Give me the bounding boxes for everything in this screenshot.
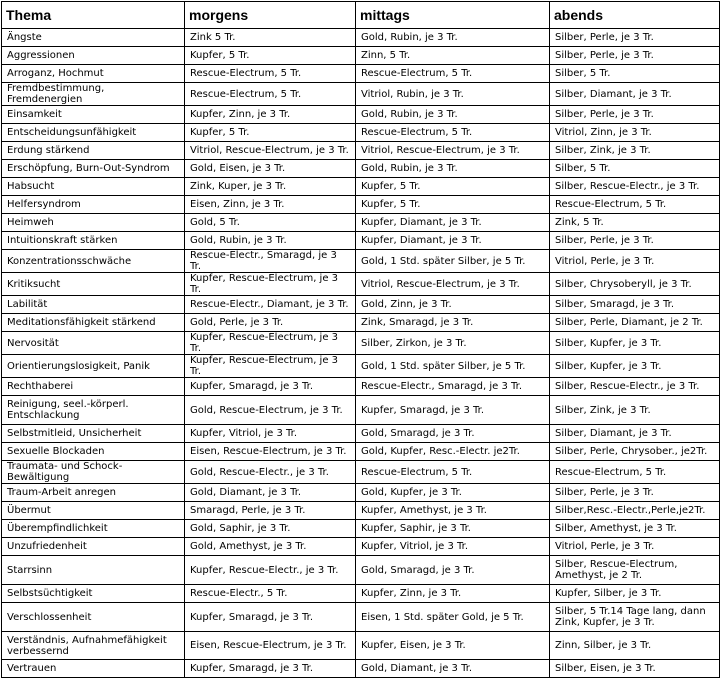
cell-abends: Zink, 5 Tr. — [550, 214, 720, 232]
cell-thema: Erdung stärkend — [2, 142, 185, 160]
cell-thema: Labilität — [2, 296, 185, 314]
cell-abends: Silber, Perle, je 3 Tr. — [550, 29, 720, 47]
cell-thema: Arroganz, Hochmut — [2, 65, 185, 83]
cell-abends: Vitriol, Perle, je 3 Tr. — [550, 250, 720, 273]
cell-morgens: Rescue-Electr., 5 Tr. — [185, 585, 356, 603]
table-row — [2, 585, 720, 603]
cell-abends: Silber, Perle, Diamant, je 2 Tr. — [550, 314, 720, 332]
cell-morgens: Eisen, Rescue-Electrum, je 3 Tr. — [185, 443, 356, 461]
cell-mittags: Kupfer, Diamant, je 3 Tr. — [356, 214, 550, 232]
cell-thema: Nervosität — [2, 332, 185, 355]
cell-morgens: Gold, Diamant, je 3 Tr. — [185, 484, 356, 502]
cell-abends: Zinn, Silber, je 3 Tr. — [550, 632, 720, 660]
cell-thema: Vertrauen — [2, 660, 185, 678]
table-row — [2, 632, 720, 660]
table-row — [2, 461, 720, 484]
header-morgens: morgens — [185, 2, 356, 29]
cell-thema: Selbstmitleid, Unsicherheit — [2, 425, 185, 443]
cell-morgens: Eisen, Rescue-Electrum, je 3 Tr. — [185, 632, 356, 660]
cell-abends: Vitriol, Perle, je 3 Tr. — [550, 538, 720, 556]
cell-thema: Traum-Arbeit anregen — [2, 484, 185, 502]
cell-mittags: Kupfer, Zinn, je 3 Tr. — [356, 585, 550, 603]
cell-morgens: Rescue-Electr., Smaragd, je 3 Tr. — [185, 250, 356, 273]
cell-morgens: Gold, Amethyst, je 3 Tr. — [185, 538, 356, 556]
cell-abends: Silber, Rescue-Electrum, Amethyst, je 2 Tr. — [550, 556, 720, 585]
cell-abends: Silber, Eisen, je 3 Tr. — [550, 660, 720, 678]
table-row — [2, 332, 720, 355]
cell-thema: Aggressionen — [2, 47, 185, 65]
cell-mittags: Gold, Rubin, je 3 Tr. — [356, 160, 550, 178]
table-row — [2, 396, 720, 425]
cell-abends: Rescue-Electrum, 5 Tr. — [550, 196, 720, 214]
cell-thema: Unzufriedenheit — [2, 538, 185, 556]
table-row — [2, 273, 720, 296]
cell-abends: Silber, Perle, je 3 Tr. — [550, 484, 720, 502]
cell-morgens: Rescue-Electrum, 5 Tr. — [185, 65, 356, 83]
header-row — [2, 2, 720, 29]
cell-thema: Überempfindlichkeit — [2, 520, 185, 538]
table-row — [2, 556, 720, 585]
cell-thema: Verschlossenheit — [2, 603, 185, 632]
cell-morgens: Gold, Eisen, je 3 Tr. — [185, 160, 356, 178]
cell-abends: Silber, Diamant, je 3 Tr. — [550, 425, 720, 443]
cell-morgens: Kupfer, 5 Tr. — [185, 47, 356, 65]
cell-morgens: Vitriol, Rescue-Electrum, je 3 Tr. — [185, 142, 356, 160]
table-row — [2, 443, 720, 461]
cell-abends: Silber, Smaragd, je 3 Tr. — [550, 296, 720, 314]
cell-thema: Starrsinn — [2, 556, 185, 585]
cell-mittags: Kupfer, Vitriol, je 3 Tr. — [356, 538, 550, 556]
table-row — [2, 355, 720, 378]
cell-mittags: Vitriol, Rescue-Electrum, je 3 Tr. — [356, 273, 550, 296]
cell-thema: Reinigung, seel.-körperl. Entschlackung — [2, 396, 185, 425]
cell-abends: Silber, 5 Tr. — [550, 65, 720, 83]
cell-abends: Silber, Rescue-Electr., je 3 Tr. — [550, 178, 720, 196]
cell-morgens: Kupfer, Smaragd, je 3 Tr. — [185, 378, 356, 396]
table-row — [2, 502, 720, 520]
cell-mittags: Zinn, 5 Tr. — [356, 47, 550, 65]
header-thema: Thema — [2, 2, 185, 29]
cell-mittags: Gold, Zinn, je 3 Tr. — [356, 296, 550, 314]
cell-thema: Erschöpfung, Burn-Out-Syndrom — [2, 160, 185, 178]
cell-thema: Rechthaberei — [2, 378, 185, 396]
cell-morgens: Kupfer, Vitriol, je 3 Tr. — [185, 425, 356, 443]
cell-mittags: Vitriol, Rescue-Electrum, je 3 Tr. — [356, 142, 550, 160]
table-row — [2, 214, 720, 232]
table-row — [2, 29, 720, 47]
cell-morgens: Zink, Kuper, je 3 Tr. — [185, 178, 356, 196]
cell-morgens: Kupfer, Smaragd, je 3 Tr. — [185, 660, 356, 678]
cell-morgens: Gold, 5 Tr. — [185, 214, 356, 232]
cell-abends: Rescue-Electrum, 5 Tr. — [550, 461, 720, 484]
table-row — [2, 660, 720, 678]
cell-mittags: Rescue-Electrum, 5 Tr. — [356, 461, 550, 484]
cell-morgens: Smaragd, Perle, je 3 Tr. — [185, 502, 356, 520]
header-abends: abends — [550, 2, 720, 29]
cell-mittags: Gold, 1 Std. später Silber, je 5 Tr. — [356, 250, 550, 273]
cell-thema: Intuitionskraft stärken — [2, 232, 185, 250]
cell-mittags: Gold, Smaragd, je 3 Tr. — [356, 556, 550, 585]
table-row — [2, 250, 720, 273]
table-row — [2, 106, 720, 124]
cell-thema: Traumata- und Schock-Bewältigung — [2, 461, 185, 484]
cell-morgens: Eisen, Zinn, je 3 Tr. — [185, 196, 356, 214]
cell-abends: Silber, Zink, je 3 Tr. — [550, 142, 720, 160]
cell-abends: Silber, 5 Tr. — [550, 160, 720, 178]
cell-mittags: Rescue-Electrum, 5 Tr. — [356, 65, 550, 83]
cell-mittags: Eisen, 1 Std. später Gold, je 5 Tr. — [356, 603, 550, 632]
cell-mittags: Gold, 1 Std. später Silber, je 5 Tr. — [356, 355, 550, 378]
cell-morgens: Gold, Saphir, je 3 Tr. — [185, 520, 356, 538]
table-row — [2, 520, 720, 538]
cell-abends: Silber, Amethyst, je 3 Tr. — [550, 520, 720, 538]
cell-abends: Silber, Perle, Chrysober., je2Tr. — [550, 443, 720, 461]
table-row — [2, 65, 720, 83]
cell-thema: Fremdbestimmung, Fremdenergien — [2, 83, 185, 106]
cell-abends: Silber, Chrysoberyll, je 3 Tr. — [550, 273, 720, 296]
cell-abends: Silber, Diamant, je 3 Tr. — [550, 83, 720, 106]
header-mittags: mittags — [356, 2, 550, 29]
cell-thema: Verständnis, Aufnahmefähigkeit verbessernd — [2, 632, 185, 660]
cell-thema: Selbstsüchtigkeit — [2, 585, 185, 603]
cell-thema: Übermut — [2, 502, 185, 520]
table-row — [2, 232, 720, 250]
cell-mittags: Gold, Rubin, je 3 Tr. — [356, 29, 550, 47]
cell-mittags: Gold, Kupfer, Resc.-Electr. je2Tr. — [356, 443, 550, 461]
cell-mittags: Vitriol, Rubin, je 3 Tr. — [356, 83, 550, 106]
cell-thema: Kritiksucht — [2, 273, 185, 296]
table-row — [2, 484, 720, 502]
cell-morgens: Rescue-Electrum, 5 Tr. — [185, 83, 356, 106]
cell-thema: Heimweh — [2, 214, 185, 232]
cell-thema: Habsucht — [2, 178, 185, 196]
table-row — [2, 47, 720, 65]
cell-abends: Silber, Kupfer, je 3 Tr. — [550, 332, 720, 355]
cell-morgens: Gold, Rescue-Electrum, je 3 Tr. — [185, 396, 356, 425]
cell-mittags: Gold, Kupfer, je 3 Tr. — [356, 484, 550, 502]
cell-abends: Silber, Perle, je 3 Tr. — [550, 47, 720, 65]
cell-mittags: Kupfer, Smaragd, je 3 Tr. — [356, 396, 550, 425]
cell-mittags: Kupfer, 5 Tr. — [356, 196, 550, 214]
cell-morgens: Gold, Rescue-Electr., je 3 Tr. — [185, 461, 356, 484]
cell-morgens: Gold, Rubin, je 3 Tr. — [185, 232, 356, 250]
cell-abends: Silber, Perle, je 3 Tr. — [550, 232, 720, 250]
table-row — [2, 425, 720, 443]
cell-mittags: Kupfer, Saphir, je 3 Tr. — [356, 520, 550, 538]
cell-mittags: Rescue-Electr., Smaragd, je 3 Tr. — [356, 378, 550, 396]
table-row — [2, 296, 720, 314]
cell-mittags: Gold, Diamant, je 3 Tr. — [356, 660, 550, 678]
cell-mittags: Kupfer, Amethyst, je 3 Tr. — [356, 502, 550, 520]
cell-thema: Entscheidungsunfähigkeit — [2, 124, 185, 142]
table-row — [2, 160, 720, 178]
cell-mittags: Kupfer, 5 Tr. — [356, 178, 550, 196]
cell-abends: Silber, Perle, je 3 Tr. — [550, 106, 720, 124]
table-row — [2, 83, 720, 106]
cell-morgens: Kupfer, 5 Tr. — [185, 124, 356, 142]
cell-morgens: Kupfer, Zinn, je 3 Tr. — [185, 106, 356, 124]
cell-mittags: Kupfer, Diamant, je 3 Tr. — [356, 232, 550, 250]
cell-abends: Silber, Kupfer, je 3 Tr. — [550, 355, 720, 378]
cell-morgens: Kupfer, Rescue-Electrum, je 3 Tr. — [185, 273, 356, 296]
cell-mittags: Zink, Smaragd, je 3 Tr. — [356, 314, 550, 332]
cell-abends: Silber, 5 Tr.14 Tage lang, dann Zink, Kupfer, je 3 Tr. — [550, 603, 720, 632]
cell-abends: Silber, Rescue-Electr., je 3 Tr. — [550, 378, 720, 396]
cell-mittags: Rescue-Electrum, 5 Tr. — [356, 124, 550, 142]
cell-abends: Silber,Resc.-Electr.,Perle,je2Tr. — [550, 502, 720, 520]
cell-thema: Konzentrationsschwäche — [2, 250, 185, 273]
table-row — [2, 142, 720, 160]
cell-thema: Einsamkeit — [2, 106, 185, 124]
cell-mittags: Silber, Zirkon, je 3 Tr. — [356, 332, 550, 355]
cell-mittags: Gold, Rubin, je 3 Tr. — [356, 106, 550, 124]
cell-morgens: Rescue-Electr., Diamant, je 3 Tr. — [185, 296, 356, 314]
cell-mittags: Gold, Smaragd, je 3 Tr. — [356, 425, 550, 443]
table-row — [2, 538, 720, 556]
table-row — [2, 314, 720, 332]
cell-abends: Silber, Zink, je 3 Tr. — [550, 396, 720, 425]
cell-morgens: Kupfer, Rescue-Electrum, je 3 Tr. — [185, 355, 356, 378]
cell-thema: Sexuelle Blockaden — [2, 443, 185, 461]
cell-abends: Vitriol, Zinn, je 3 Tr. — [550, 124, 720, 142]
table-row — [2, 603, 720, 632]
cell-morgens: Kupfer, Rescue-Electr., je 3 Tr. — [185, 556, 356, 585]
cell-morgens: Zink 5 Tr. — [185, 29, 356, 47]
cell-thema: Helfersyndrom — [2, 196, 185, 214]
cell-thema: Meditationsfähigkeit stärkend — [2, 314, 185, 332]
table-row — [2, 124, 720, 142]
table-row — [2, 178, 720, 196]
cell-thema: Ängste — [2, 29, 185, 47]
cell-morgens: Kupfer, Rescue-Electrum, je 3 Tr. — [185, 332, 356, 355]
cell-mittags: Kupfer, Eisen, je 3 Tr. — [356, 632, 550, 660]
remedy-table — [1, 1, 720, 678]
cell-morgens: Gold, Perle, je 3 Tr. — [185, 314, 356, 332]
cell-abends: Kupfer, Silber, je 3 Tr. — [550, 585, 720, 603]
cell-thema: Orientierungslosigkeit, Panik — [2, 355, 185, 378]
table-row — [2, 378, 720, 396]
cell-morgens: Kupfer, Smaragd, je 3 Tr. — [185, 603, 356, 632]
table-row — [2, 196, 720, 214]
